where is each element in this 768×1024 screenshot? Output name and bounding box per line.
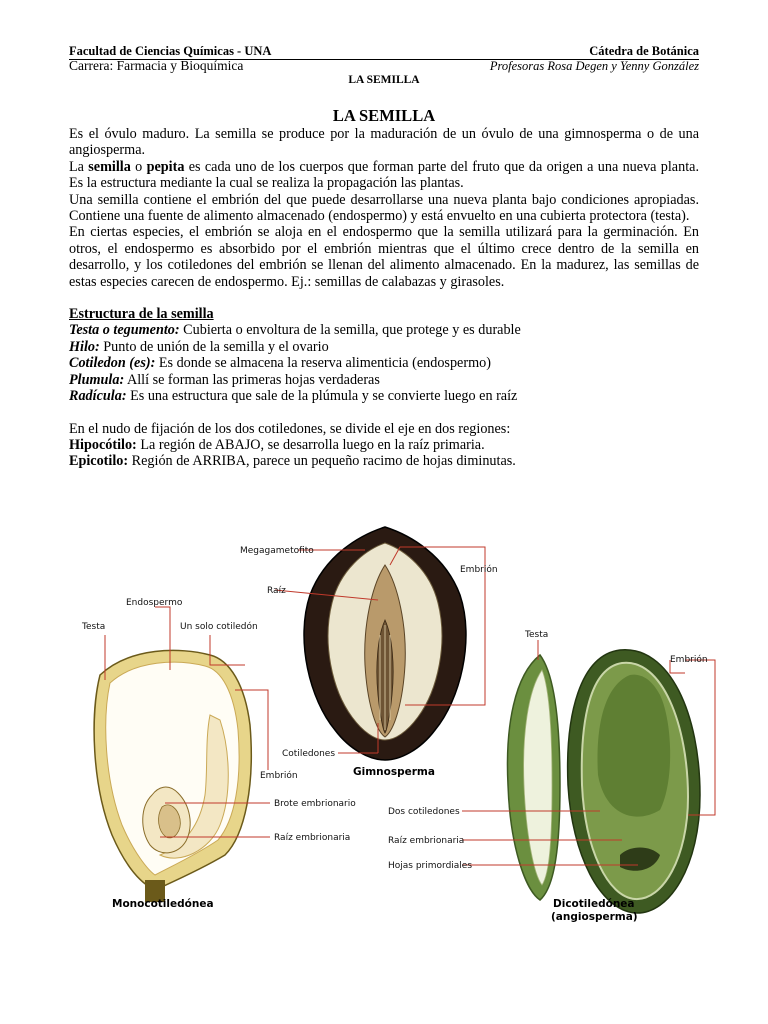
professors-name: Profesoras Rosa Degen y Yenny González [489, 59, 699, 73]
caption-angiosperma: (angiosperma) [551, 911, 638, 923]
dicot-seed [507, 650, 700, 913]
region-term: Epicotilo: [69, 453, 129, 470]
label-raiz-embrionaria-mono: Raíz embrionaria [274, 833, 351, 843]
structure-term: Radícula: [69, 388, 127, 405]
structure-item [69, 388, 699, 404]
term-pepita: pepita [146, 158, 185, 175]
paragraph-semilla [69, 159, 699, 192]
spacer [69, 405, 699, 421]
paragraph-endosperm: En ciertas especies, el embrión se aloja en el endospermo que la semilla utilizará para la germinación. En otros, el endospermo es absorbido por el embrión mientras que el último crece dentro de la semilla en desarrollo, y los cotiledones del embrión se llenan del alimento almacenado. En la madurez, las semillas de estas especies carecen de endospermo. Ej.: semillas de calabazas y girasoles. [69, 224, 699, 290]
department-name: Cátedra de Botánica [589, 44, 699, 58]
paragraph-definition: Es el óvulo maduro. La semilla se produce por la maduración de un óvulo de una gimnosperma o de una angiosperma. [69, 126, 699, 159]
label-embrion-gimnosperma: Embrión [460, 565, 498, 575]
header-bottom-row [69, 58, 699, 74]
spacer [69, 290, 699, 306]
region-epicotilo [69, 453, 699, 469]
faculty-name: Facultad de Ciencias Químicas - UNA [69, 44, 272, 58]
structure-desc: Es una estructura que sale de la plúmula y se convierte luego en raíz [126, 388, 518, 405]
structure-item [69, 339, 699, 355]
label-embrion-dico: Embrión [670, 655, 708, 665]
structure-term: Plumula: [69, 371, 125, 388]
text-run: o [130, 158, 147, 175]
structure-desc: Allí se forman las primeras hojas verdaderas [124, 371, 380, 388]
paragraph-embryo: Una semilla contiene el embrión del que puede desarrollarse una nueva planta bajo condiciones apropiadas. Contiene una fuente de alimento almacenado (endospermo) y está envuelto en una cubierta protectora (testa). [69, 191, 699, 225]
label-raiz-embrionaria-dico: Raíz embrionaria [388, 836, 465, 846]
career-name: Carrera: Farmacia y Bioquímica [69, 58, 244, 73]
label-embrion-mono: Embrión [260, 771, 298, 781]
structure-item [69, 372, 699, 388]
caption-monocotiledonea: Monocotiledónea [112, 898, 214, 910]
structure-desc: Es donde se almacena la reserva alimenticia (endospermo) [155, 355, 491, 372]
label-raiz: Raíz [267, 586, 286, 596]
structure-item [69, 322, 699, 338]
page-title: LA SEMILLA [332, 106, 436, 125]
caption-gimnosperma: Gimnosperma [353, 766, 435, 778]
label-un-solo-cotiledon: Un solo cotiledón [180, 622, 258, 632]
region-term: Hipocótilo: [69, 436, 137, 453]
section-heading: Estructura de la semilla [69, 306, 214, 323]
label-megagametofito: Megagametofito [240, 546, 314, 556]
label-cotiledones: Cotiledones [282, 749, 336, 759]
monocot-seed [94, 650, 251, 902]
gymnosperm-seed [304, 527, 466, 760]
caption-dicotiledonea: Dicotiledónea [553, 898, 635, 910]
label-testa-mono: Testa [82, 622, 106, 632]
document-body [69, 126, 699, 470]
label-testa-dico: Testa [525, 630, 549, 640]
label-dos-cotiledones: Dos cotiledones [388, 807, 460, 817]
label-brote-embrionario: Brote embrionario [274, 799, 356, 809]
label-endospermo: Endospermo [126, 598, 183, 608]
structure-term: Testa o tegumento: [69, 322, 180, 339]
structure-term: Cotiledon (es): [69, 355, 156, 372]
structure-item [69, 355, 699, 371]
structure-term: Hilo: [69, 338, 100, 355]
region-desc: La región de ABAJO, se desarrolla luego en la raíz primaria. [136, 436, 485, 453]
header-subtitle: LA SEMILLA [348, 74, 420, 86]
region-desc: Región de ARRIBA, parece un pequeño racimo de hojas diminutas. [128, 453, 516, 470]
regions-intro: En el nudo de fijación de los dos cotiledones, se divide el eje en dos regiones: [69, 420, 511, 437]
structure-desc: Punto de unión de la semilla y el ovario [99, 338, 329, 355]
term-semilla: semilla [88, 158, 131, 175]
label-hojas-primordiales: Hojas primordiales [388, 861, 473, 871]
structure-desc: Cubierta o envoltura de la semilla, que protege y es durable [179, 322, 521, 339]
region-hipocotilo [69, 437, 699, 453]
seed-diagram-figure [60, 525, 720, 935]
text-run: es cada uno de los cuerpos que forman parte del fruto que da origen a una nueva planta. Es la estructura mediante la cual se realiza la propagación las plantas. [69, 158, 699, 192]
text-run: La [69, 158, 89, 175]
